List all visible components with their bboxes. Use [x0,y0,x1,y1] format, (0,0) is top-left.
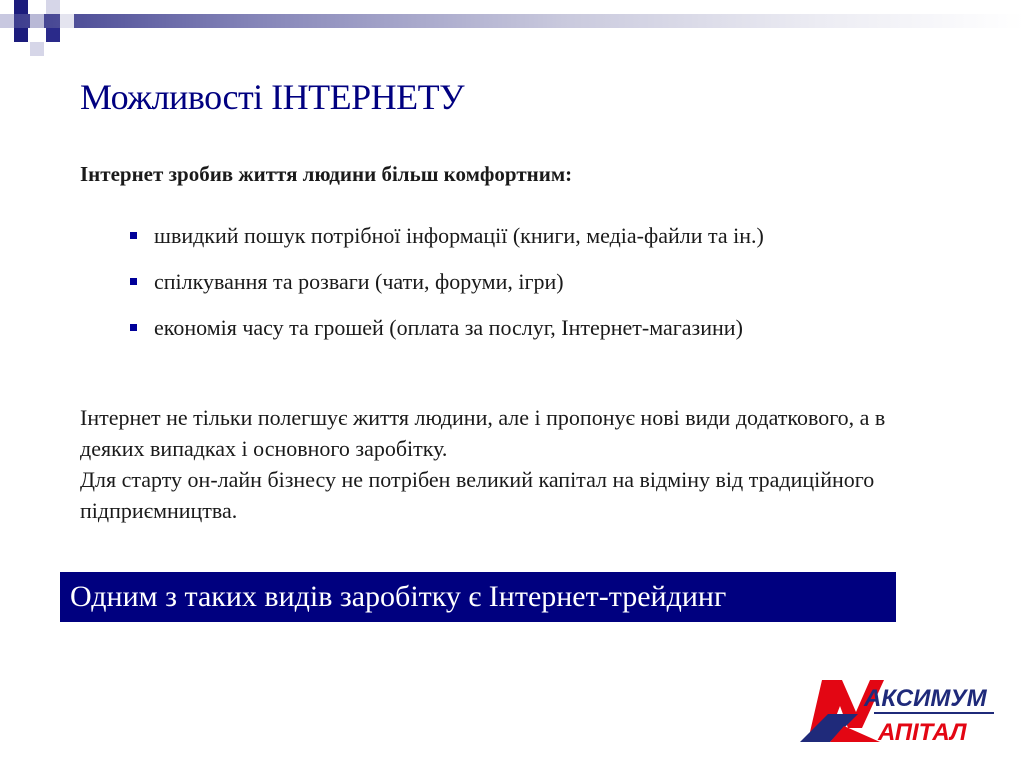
highlight-banner: Одним з таких видів заробітку є Інтернет-трейдинг [60,572,896,622]
maksymum-kapital-logo [800,676,1010,746]
list-item-text: швидкий пошук потрібної інформації (книги, медіа-файли та ін.) [154,223,764,248]
bullet-list [130,222,764,360]
logo-text-line2: АПІТАЛ [878,719,967,746]
body-paragraphs [80,402,940,526]
list-item [130,222,764,250]
square-bullet-icon [130,232,137,239]
list-item-text: економія часу та грошей (оплата за послуг, Інтернет-магазини) [154,315,743,340]
square-bullet-icon [130,278,137,285]
square-bullet-icon [130,324,137,331]
paragraph: Для старту он-лайн бізнесу не потрібен великий капітал на відміну від традиційного підприємництва. [80,467,875,523]
logo-rule [874,712,994,714]
list-item-text: спілкування та розваги (чати, форуми, ігри) [154,269,564,294]
logo-text-line1: АКСИМУМ [864,685,987,712]
list-item [130,268,764,296]
paragraph: Інтернет не тільки полегшує життя людини, але і пропонує нові види додаткового, а в деяких випадках і основного заробітку. [80,405,886,461]
slide-title: Можливості ІНТЕРНЕТУ [80,77,465,117]
header-gradient-bar [0,0,1024,46]
slide-subtitle: Інтернет зробив життя людини більш комфортним: [80,162,573,186]
list-item [130,314,764,342]
